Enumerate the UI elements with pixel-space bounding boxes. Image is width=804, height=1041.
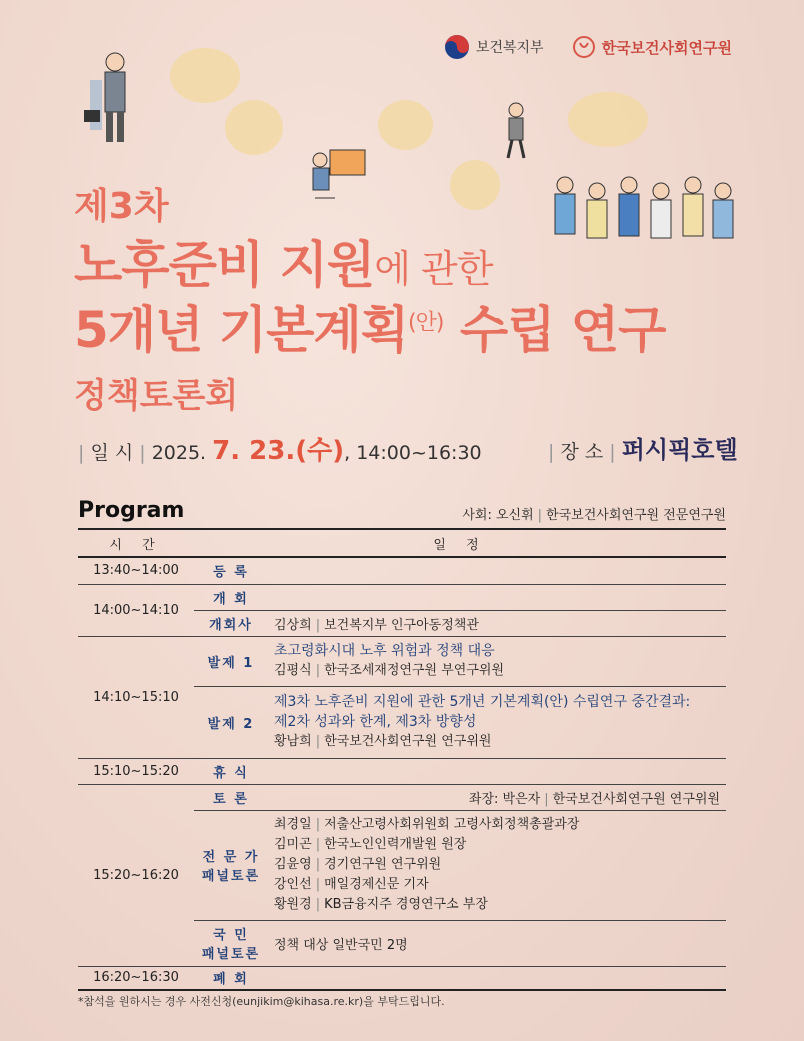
presenter-1-org: 한국조세재정연구원 부연구위원 [324, 663, 505, 678]
opening-speech-label: 개회사 [194, 610, 268, 636]
ministry-emblem-icon [444, 34, 470, 60]
presentation-2-topic-line-1: 제3차 노후준비 지원에 관한 5개년 기본계획(안) 수립연구 중간결과: [274, 694, 691, 710]
title-study: 수립 연구 [459, 301, 666, 359]
program-table [78, 528, 726, 991]
title-plan: 5개년 기본계획 [74, 301, 408, 359]
institute-name: 한국보건사회연구원 [601, 38, 732, 57]
date-time: , 14:00~16:30 [344, 442, 482, 464]
expert-panel-label-line-2: 패널토론 [201, 869, 261, 884]
presenter-2-org: 한국보건사회연구원 연구위원 [324, 734, 492, 749]
citizen-panel-text: 정책 대상 일반국민 2명 [268, 920, 726, 966]
event-date: | 일 시 | 2025. 7. 23.(수), 14:00~16:30 [78, 436, 482, 466]
presentation-2: 제3차 노후준비 지원에 관한 5개년 기본계획(안) 수립연구 중간결과: 제2차 성과와 한계, 제3차 방향성 황남희 | 한국보건사회연구원 연구위원 [268, 686, 726, 758]
discussion-label: 토 론 [194, 784, 268, 810]
panelist: 김미곤 | 한국노인인력개발원 원장 [274, 837, 467, 852]
panelist: 강인선 | 매일경제신문 기자 [274, 877, 429, 892]
illustration-bubble [450, 160, 500, 210]
place-name: 퍼시픽호텔 [621, 436, 738, 464]
host-label: 사회: [462, 508, 492, 523]
presenter-2-name: 황남희 [274, 734, 312, 749]
ministry-logo [444, 34, 544, 60]
host-org: 한국보건사회연구원 전문연구원 [546, 508, 726, 523]
column-time: 시 간 [78, 529, 194, 557]
citizen-panel-label-line-2: 패널토론 [201, 947, 261, 962]
date-label: 일 시 [90, 442, 134, 464]
illustration-bubble [170, 48, 240, 103]
column-schedule: 일 정 [194, 529, 726, 557]
businessman-illustration [70, 40, 170, 150]
discussion-chair: 좌장: 박은자 | 한국보건사회연구원 연구위원 [268, 784, 726, 810]
panelist: 황원경 | KB금융지주 경영연구소 부장 [274, 897, 488, 912]
panelist: 최경일 | 저출산고령사회위원회 고령사회정책총괄과장 [274, 817, 580, 832]
ministry-name: 보건복지부 [475, 40, 544, 56]
presenter-1-name: 김평식 [274, 663, 312, 678]
expert-panelists [268, 810, 726, 920]
citizen-panel-label-line-1: 국 민 [213, 928, 249, 943]
opening-label: 개 회 [194, 584, 268, 610]
event-place: | 장 소 | 퍼시픽호텔 [548, 436, 738, 464]
citizen-panel-label [194, 920, 268, 966]
date-year: 2025. [151, 442, 207, 464]
title-line-2 [74, 225, 492, 297]
panelist: 김윤영 | 경기연구원 연구위원 [274, 857, 442, 872]
closing-label: 폐 회 [213, 972, 249, 988]
chair-name: 박은자 [502, 791, 541, 807]
title-bold-part: 노후준비 지원 [74, 236, 375, 294]
title-thin-part: 에 관한 [374, 247, 493, 291]
program-host: 사회: 오신휘 | 한국보건사회연구원 전문연구원 [462, 508, 726, 523]
speaker-name: 김상희 [274, 617, 312, 633]
illustration-bubble [378, 100, 433, 150]
opening-time: 14:00~14:10 [78, 584, 194, 636]
footnote: *참석을 원하시는 경우 사전신청(eunjikim@kihasa.re.kr)을 부탁드립니다. [78, 995, 445, 1008]
presentation-1-topic: 초고령화시대 노후 위험과 정책 대응 [274, 643, 495, 659]
expert-panel-label-line-1: 전 문 가 [202, 850, 260, 865]
title-line-3 [74, 290, 665, 362]
computer-worker-illustration [305, 140, 375, 210]
host-name: 오신휘 [495, 508, 534, 523]
place-label: 장 소 [560, 441, 604, 463]
illustration-bubble [225, 100, 283, 155]
illustration-bubble [568, 92, 648, 147]
program-title: Program [78, 498, 185, 523]
date-main: 7. 23.(수) [212, 436, 345, 466]
registration-time: 13:40~14:00 [78, 557, 194, 584]
presentation-time: 14:10~15:10 [78, 636, 194, 758]
presentation-2-label: 발제 2 [194, 686, 268, 758]
break-time: 15:10~15:20 [78, 758, 194, 784]
chair-label: 좌장: [468, 791, 499, 807]
title-edition: 제3차 [74, 186, 169, 227]
presentation-1-label: 발제 1 [194, 636, 268, 686]
expert-panel-label [194, 810, 268, 920]
closing-time: 16:20~16:30 [93, 970, 179, 986]
institute-emblem-icon [572, 35, 596, 59]
chair-org: 한국보건사회연구원 연구위원 [552, 791, 720, 807]
group-of-people-illustration [545, 165, 745, 275]
presentation-1: 초고령화시대 노후 위험과 정책 대응 김평식 | 한국조세재정연구원 부연구위원 [268, 636, 726, 686]
institute-logo [572, 35, 732, 59]
registration-label: 등 록 [194, 557, 268, 584]
title-draft-mark: (안) [408, 310, 444, 336]
opening-speech: 김상희 | 보건복지부 인구아동정책관 [268, 610, 726, 636]
presentation-2-topic-line-2: 제2차 성과와 한계, 제3차 방향성 [274, 714, 477, 730]
logos [444, 34, 732, 60]
title-event-type: 정책토론회 [74, 376, 239, 416]
walking-person-illustration [496, 100, 536, 160]
panel-time: 15:20~16:20 [78, 784, 194, 966]
speaker-org: 보건복지부 인구아동정책관 [324, 617, 479, 633]
break-label: 휴 식 [194, 758, 268, 784]
program-header [78, 498, 726, 523]
